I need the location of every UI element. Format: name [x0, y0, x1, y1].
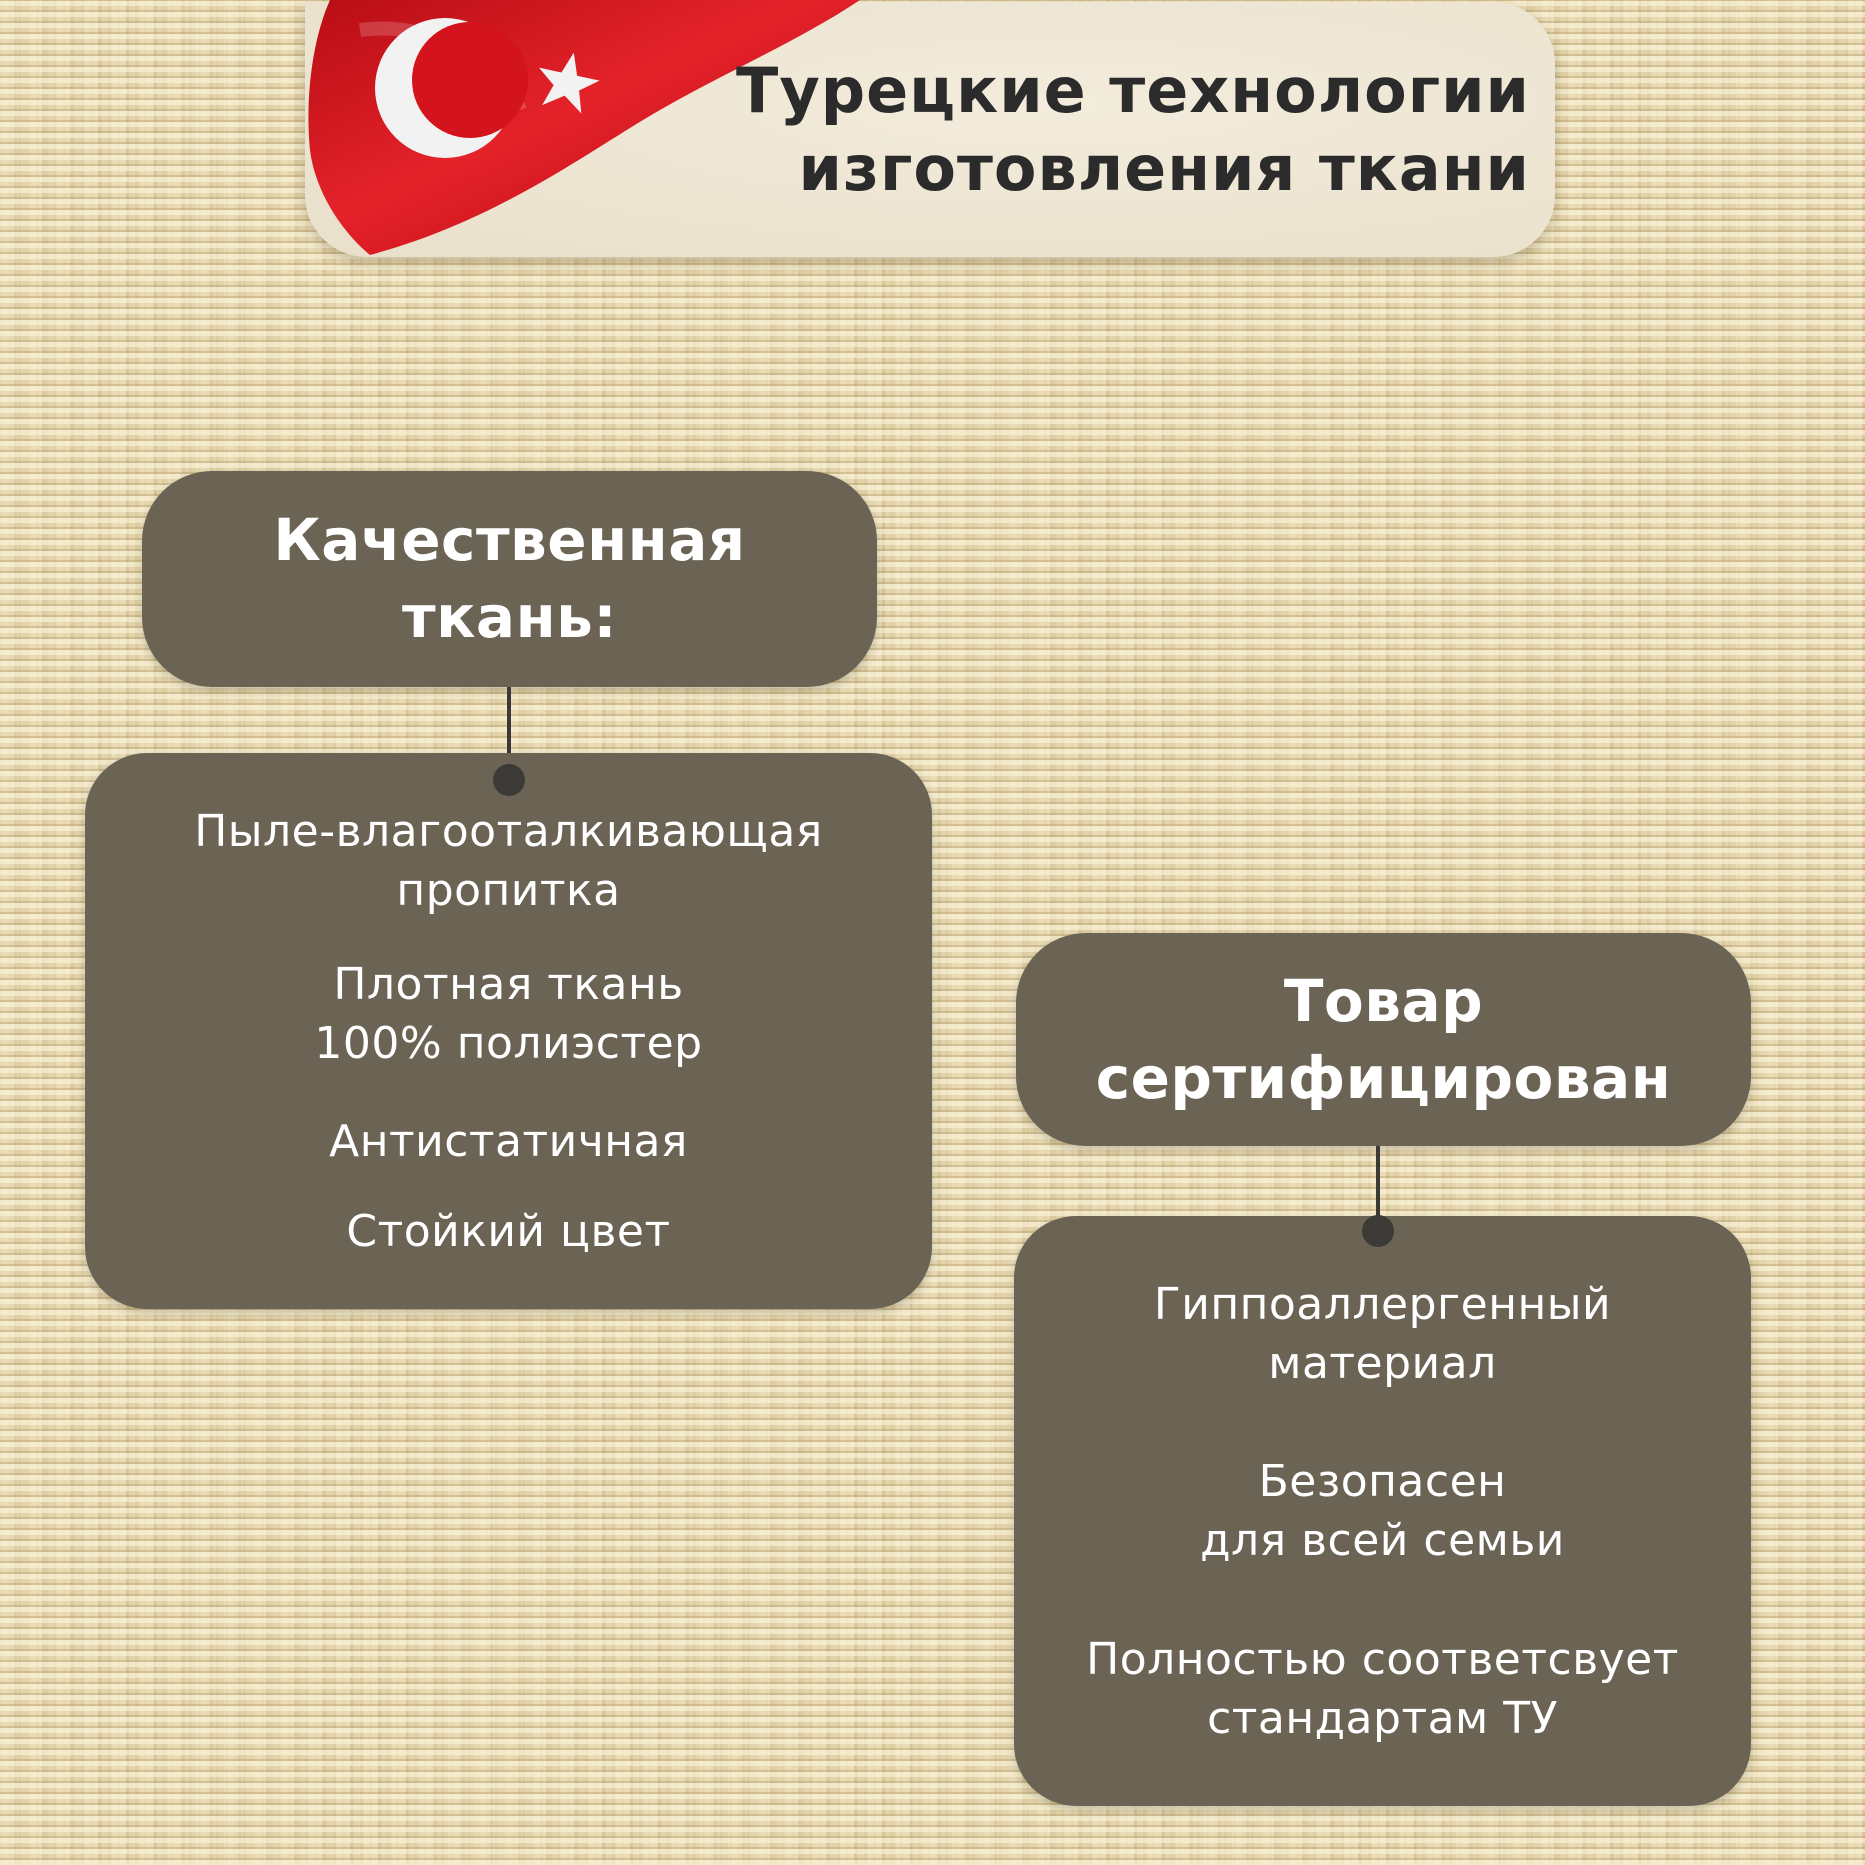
certified-card	[1014, 1216, 1751, 1806]
header-title-line2: изготовления ткани	[798, 132, 1530, 205]
quality-fabric-card	[85, 753, 932, 1309]
right-connector-line	[1376, 1146, 1380, 1226]
feature-family-safe: Безопасен для всей семьи	[1200, 1456, 1565, 1566]
feature-impregnation: Пыле-влагооталкивающая пропитка	[194, 806, 823, 916]
feature-standards: Полностью соответсвует стандартам ТУ	[1086, 1634, 1679, 1744]
quality-fabric-title-line1: Качественная	[273, 506, 746, 574]
quality-fabric-title	[273, 502, 745, 656]
header-title-line1: Турецкие технологии	[736, 54, 1530, 127]
left-connector-dot	[493, 764, 525, 796]
feature-antistatic: Антистатичная	[329, 1116, 688, 1167]
header-title	[736, 52, 1530, 208]
certified-title	[1096, 963, 1672, 1117]
feature-colorfast: Стойкий цвет	[346, 1206, 671, 1257]
quality-fabric-title-pill	[142, 471, 877, 687]
certified-title-line1: Товар	[1283, 966, 1484, 1035]
feature-dense-fabric: Плотная ткань 100% полиэстер	[314, 959, 703, 1069]
certified-title-pill	[1016, 933, 1751, 1146]
quality-fabric-title-line2: ткань:	[401, 583, 618, 651]
certified-title-line2: сертифицирован	[1095, 1043, 1672, 1112]
feature-hypoallergenic: Гиппоаллергенный материал	[1153, 1279, 1612, 1389]
right-connector-dot	[1362, 1215, 1394, 1247]
